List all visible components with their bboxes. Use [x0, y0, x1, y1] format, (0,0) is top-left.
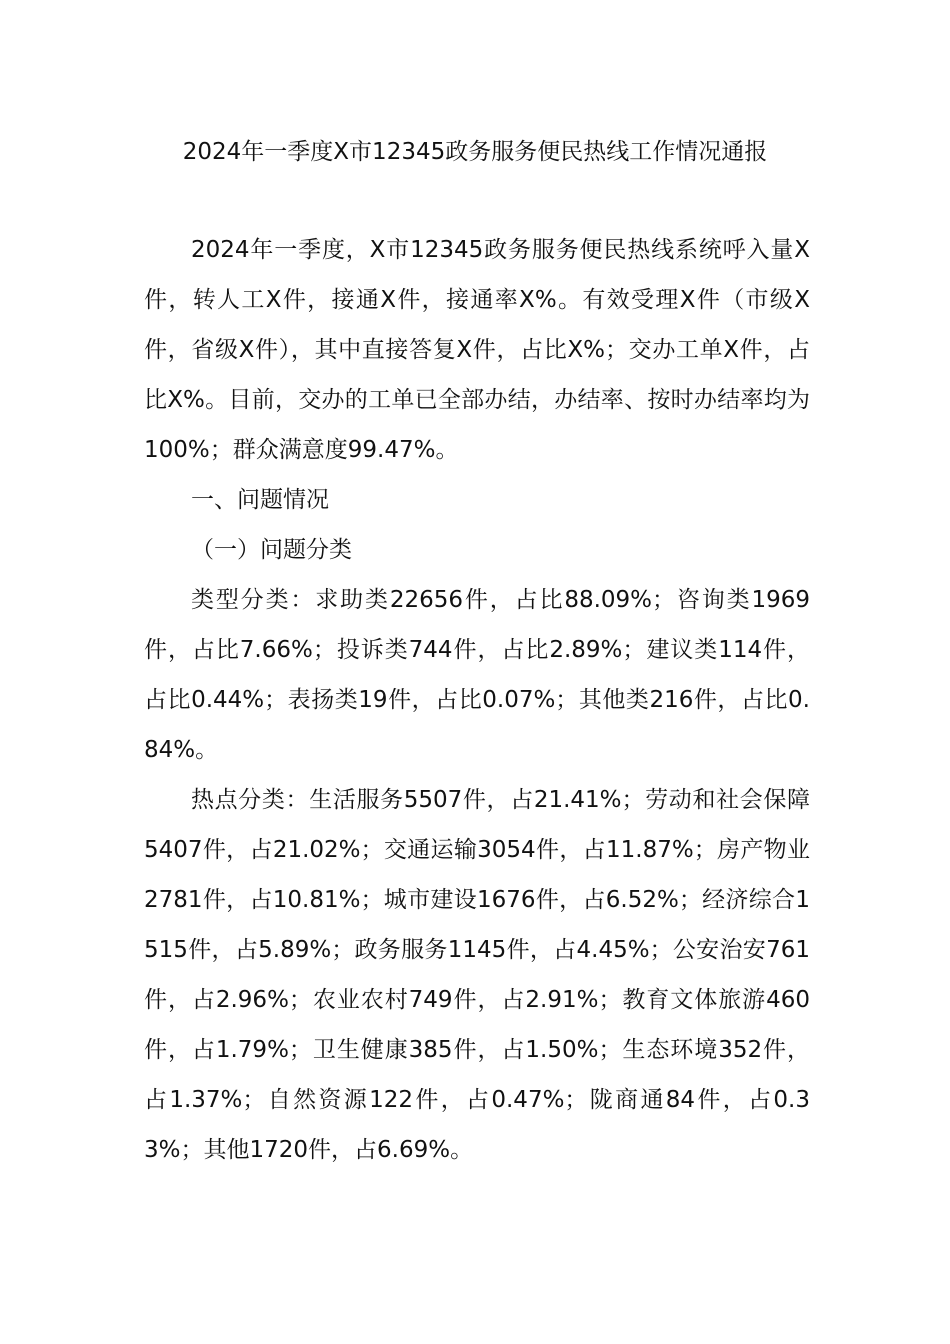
section-heading-problem-situation: 一、问题情况	[191, 487, 329, 513]
hotspot-classification-paragraph: 热点分类：生活服务5507件，占21.41%；劳动和社会保障5407件，占21.02%；交通运输3054件，占11.87%；房产物业2781件，占10.81%；城市建设1676件，占6.52%；经济综合1515件，占5.89%；政务服务1145件，占4.45%；公安治安761件，占2.96%；农业农村749件，占2.91%；教育文体旅游460件，占1.79%；卫生健康385件，占1.50%；生态环境352件，占1.37%；自然资源122件，占0.47%；陇商通84件，占0.33%；其他1720件，占6.69%。	[144, 787, 810, 1163]
subsection-heading-problem-classification: （一）问题分类	[191, 537, 352, 563]
intro-paragraph: 2024年一季度，X市12345政务服务便民热线系统呼入量X件，转人工X件，接通X件，接通率X%。有效受理X件（市级X件，省级X件），其中直接答复X件，占比X%；交办工单X件，占比X%。目前，交办的工单已全部办结，办结率、按时办结率均为100%；群众满意度99.47%。	[144, 237, 810, 463]
document-body	[144, 225, 810, 1175]
type-classification-paragraph: 类型分类：求助类22656件，占比88.09%；咨询类1969件，占比7.66%；投诉类744件，占比2.89%；建议类114件，占比0.44%；表扬类19件，占比0.07%；其他类216件，占比0.84%。	[144, 587, 810, 763]
document-title: 2024年一季度X市12345政务服务便民热线工作情况通报	[182, 139, 768, 165]
